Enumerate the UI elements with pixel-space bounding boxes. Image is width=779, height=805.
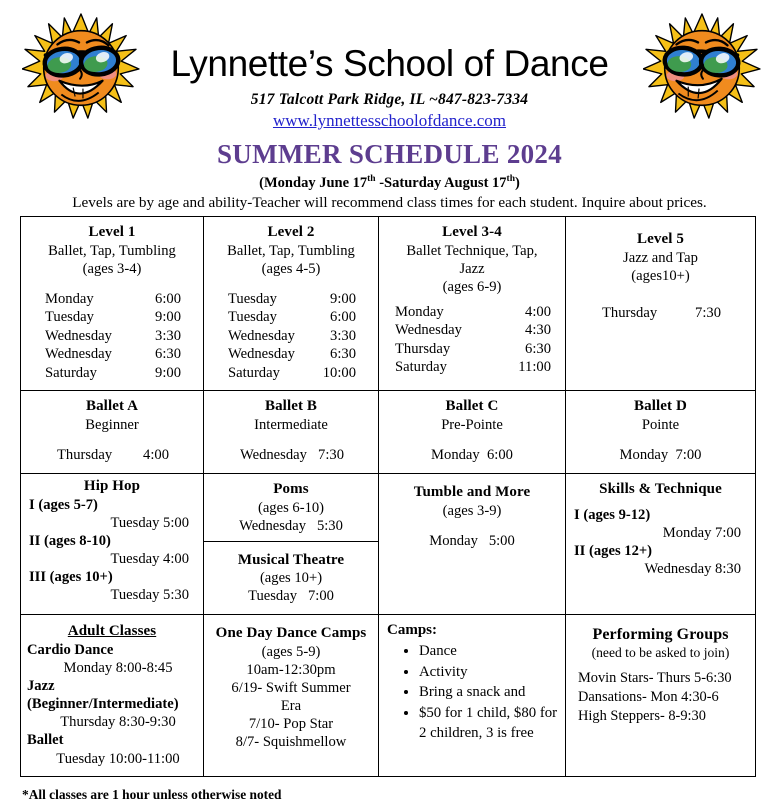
cell-level-1 bbox=[21, 217, 204, 391]
cell-musical-theatre bbox=[204, 541, 378, 614]
table-row bbox=[21, 217, 756, 391]
cell-poms-musical bbox=[204, 474, 379, 615]
time: 9:00 bbox=[155, 309, 181, 326]
date-sup-2: th bbox=[506, 173, 515, 184]
cell-level-2 bbox=[204, 217, 379, 391]
poms-ages: (ages 6-10) bbox=[257, 499, 325, 516]
website-link[interactable]: www.lynnettesschoolofdance.com bbox=[272, 110, 507, 130]
hip-hop-title: Hip Hop bbox=[83, 478, 141, 495]
table-row bbox=[21, 391, 756, 474]
ballet-a-title: Ballet A bbox=[85, 398, 139, 415]
time: 5:30 bbox=[316, 517, 343, 534]
day: Saturday bbox=[45, 364, 97, 381]
camp-date: 6/19- Swift Summer bbox=[231, 680, 351, 697]
performing-groups-sub: (need to be asked to join) bbox=[591, 645, 730, 661]
cell-ballet-d bbox=[566, 391, 756, 474]
class-time-row bbox=[210, 308, 372, 327]
camp-date: 7/10- Pop Star bbox=[248, 716, 334, 733]
level-1-title: Level 1 bbox=[88, 224, 136, 240]
day: Wednesday bbox=[239, 517, 306, 534]
performing-group-line: High Steppers- 8-9:30 bbox=[578, 707, 706, 724]
time: 5:00 bbox=[488, 532, 515, 549]
time: 4:00 bbox=[143, 447, 169, 464]
adult-class-level: (Beginner/Intermediate) bbox=[27, 696, 179, 713]
table-row bbox=[21, 615, 756, 776]
level-5-subjects: Jazz and Tap bbox=[623, 249, 698, 266]
cell-one-day-camps bbox=[204, 615, 379, 776]
musical-theatre-title: Musical Theatre bbox=[237, 551, 345, 568]
class-time-row bbox=[27, 446, 197, 465]
class-time-row bbox=[27, 345, 197, 364]
time: 7:00 bbox=[675, 447, 702, 464]
level-5-ages: (ages10+) bbox=[631, 267, 690, 284]
day: Tuesday bbox=[228, 290, 277, 307]
class-time-row bbox=[572, 304, 749, 323]
time: 6:30 bbox=[155, 346, 181, 363]
cell-ballet-a bbox=[21, 391, 204, 474]
class-time-row bbox=[385, 358, 559, 377]
camps-bullet-list bbox=[385, 642, 559, 743]
table-row bbox=[21, 474, 756, 615]
class-time-row bbox=[27, 364, 197, 383]
day: Monday bbox=[395, 303, 444, 320]
address-line: 517 Talcott Park Ridge, IL ~847-823-7334 bbox=[250, 90, 529, 108]
adult-class-name: Jazz bbox=[27, 678, 55, 695]
level-2-subjects: Ballet, Tap, Tumbling bbox=[227, 242, 355, 259]
camps-info-title: Camps: bbox=[387, 622, 438, 639]
hip-hop-group-label: III (ages 10+) bbox=[29, 569, 113, 586]
time: 7:30 bbox=[318, 447, 344, 464]
musical-theatre-ages: (ages 10+) bbox=[259, 570, 323, 587]
time: 3:30 bbox=[330, 327, 356, 344]
class-time-row bbox=[385, 321, 559, 340]
page-title: Lynnette’s School of Dance bbox=[170, 43, 609, 84]
day: Thursday bbox=[602, 304, 658, 321]
date-sup-1: th bbox=[367, 173, 376, 184]
time: 10:00 bbox=[322, 364, 356, 381]
ballet-d-title: Ballet D bbox=[634, 398, 687, 415]
date-range bbox=[0, 174, 779, 192]
cell-tumble-and-more bbox=[379, 474, 566, 615]
level-2-title: Level 2 bbox=[267, 224, 315, 240]
class-time-row bbox=[210, 364, 372, 383]
performing-group-line: Movin Stars- Thurs 5-6:30 bbox=[578, 670, 732, 687]
class-time-row bbox=[210, 446, 372, 465]
date-range-middle: -Saturday August 17 bbox=[375, 174, 507, 191]
cell-level-5 bbox=[566, 217, 756, 391]
one-day-camps-hours: 10am-12:30pm bbox=[246, 662, 336, 679]
level-3-4-title: Level 3-4 bbox=[442, 224, 502, 240]
cell-hip-hop bbox=[21, 474, 204, 615]
hip-hop-group-time: Tuesday 5:00 bbox=[110, 514, 189, 531]
level-3-4-subjects: Ballet Technique, Tap, bbox=[406, 242, 538, 259]
poms-musical-split bbox=[204, 474, 378, 614]
class-time-row bbox=[385, 303, 559, 322]
list-item: • $50 for 1 child, $80 for 2 children, 3 is free bbox=[419, 704, 559, 743]
class-time-row bbox=[385, 532, 559, 551]
poms-subcell-row bbox=[204, 474, 378, 541]
class-time-row bbox=[210, 517, 372, 536]
levels-note: Levels are by age and ability-Teacher will recommend class times for each student. Inquire about prices. bbox=[72, 193, 707, 211]
hip-hop-group-time: Tuesday 5:30 bbox=[110, 587, 189, 604]
date-range-prefix: (Monday June 17 bbox=[259, 174, 368, 191]
level-5-title: Level 5 bbox=[637, 231, 684, 247]
time: 7:00 bbox=[307, 588, 334, 605]
poms-title: Poms bbox=[273, 481, 309, 498]
class-time-row bbox=[27, 327, 197, 346]
date-range-suffix: ) bbox=[514, 174, 520, 191]
time: 6:30 bbox=[525, 340, 551, 357]
ballet-a-sub: Beginner bbox=[85, 417, 139, 434]
time: 6:00 bbox=[155, 290, 181, 307]
schedule-table bbox=[20, 216, 756, 777]
cell-adult-classes bbox=[21, 615, 204, 776]
ballet-b-sub: Intermediate bbox=[254, 417, 328, 434]
skills-group-time: Monday 7:00 bbox=[662, 524, 741, 541]
day: Saturday bbox=[395, 359, 447, 376]
adult-class-name: Ballet bbox=[27, 732, 64, 749]
day: Wednesday bbox=[45, 346, 112, 363]
cell-level-3-4 bbox=[379, 217, 566, 391]
day: Thursday bbox=[57, 447, 113, 464]
time: 6:00 bbox=[330, 309, 356, 326]
class-time-row bbox=[385, 340, 559, 359]
ballet-c-sub: Pre-Pointe bbox=[441, 417, 503, 434]
class-time-row bbox=[210, 327, 372, 346]
cell-ballet-b bbox=[204, 391, 379, 474]
one-day-camps-ages: (ages 5-9) bbox=[261, 644, 321, 660]
time: 4:00 bbox=[525, 303, 551, 320]
day: Thursday bbox=[395, 340, 451, 357]
hip-hop-group-time: Tuesday 4:00 bbox=[110, 550, 189, 567]
day: Monday bbox=[619, 447, 669, 464]
time: 7:30 bbox=[695, 304, 721, 321]
day: Tuesday bbox=[228, 309, 277, 326]
performing-groups-title: Performing Groups bbox=[592, 626, 729, 644]
time: 9:00 bbox=[155, 364, 181, 381]
day: Saturday bbox=[228, 364, 280, 381]
adult-class-time: Tuesday 10:00-11:00 bbox=[56, 750, 180, 767]
class-time-row bbox=[210, 290, 372, 309]
day: Tuesday bbox=[45, 309, 94, 326]
day: Wednesday bbox=[45, 327, 112, 344]
level-3-4-ages: (ages 6-9) bbox=[442, 278, 502, 295]
tumble-ages: (ages 3-9) bbox=[442, 502, 502, 519]
day: Monday bbox=[429, 532, 478, 549]
performing-group-line: Dansations- Mon 4:30-6 bbox=[578, 688, 719, 705]
cell-performing-groups bbox=[566, 615, 756, 776]
hip-hop-group-label: II (ages 8-10) bbox=[29, 532, 111, 549]
cell-poms bbox=[204, 474, 378, 541]
time: 4:30 bbox=[525, 322, 551, 339]
time: 6:30 bbox=[330, 346, 356, 363]
adult-class-time: Thursday 8:30-9:30 bbox=[60, 714, 176, 731]
class-time-row bbox=[385, 446, 559, 465]
class-time-row bbox=[210, 345, 372, 364]
class-time-row bbox=[210, 587, 372, 606]
adult-class-name: Cardio Dance bbox=[27, 642, 114, 658]
footer-note: *All classes are 1 hour unless otherwise noted bbox=[22, 787, 282, 802]
tumble-title: Tumble and More bbox=[413, 484, 531, 501]
one-day-camps-title: One Day Dance Camps bbox=[215, 625, 367, 642]
cell-ballet-c bbox=[379, 391, 566, 474]
day: Wednesday bbox=[228, 346, 295, 363]
skills-group-label: I (ages 9-12) bbox=[574, 506, 651, 523]
time: 6:00 bbox=[487, 447, 513, 464]
class-time-row bbox=[27, 308, 197, 327]
day: Wednesday bbox=[395, 322, 462, 339]
skills-title: Skills & Technique bbox=[599, 481, 722, 498]
level-1-ages: (ages 3-4) bbox=[82, 260, 142, 277]
class-time-row bbox=[572, 446, 749, 465]
cell-camps-info bbox=[379, 615, 566, 776]
day: Monday bbox=[45, 290, 94, 307]
page-header bbox=[0, 0, 779, 211]
level-3-4-subjects-2: Jazz bbox=[459, 260, 485, 277]
time: 11:00 bbox=[518, 359, 551, 376]
level-1-subjects: Ballet, Tap, Tumbling bbox=[48, 242, 176, 259]
day: Monday bbox=[431, 447, 480, 464]
ballet-c-title: Ballet C bbox=[445, 398, 499, 415]
musical-subcell-row bbox=[204, 541, 378, 614]
cell-skills-technique bbox=[566, 474, 756, 615]
skills-group-label: II (ages 12+) bbox=[574, 542, 653, 559]
camp-date-cont: Era bbox=[280, 698, 302, 715]
class-time-row bbox=[27, 290, 197, 309]
level-2-ages: (ages 4-5) bbox=[261, 260, 321, 277]
ballet-d-sub: Pointe bbox=[641, 417, 680, 434]
list-item: • Dance bbox=[419, 642, 559, 662]
day: Tuesday bbox=[248, 588, 298, 605]
time: 3:30 bbox=[155, 327, 181, 344]
ballet-b-title: Ballet B bbox=[264, 398, 318, 415]
adult-class-time: Monday 8:00-8:45 bbox=[63, 660, 173, 677]
camp-date: 8/7- Squishmellow bbox=[235, 734, 347, 751]
list-item: • Bring a snack and bbox=[419, 683, 559, 703]
day: Wednesday bbox=[240, 447, 307, 464]
skills-group-time: Wednesday 8:30 bbox=[644, 560, 741, 577]
summer-schedule-heading: SUMMER SCHEDULE 2024 bbox=[216, 138, 563, 169]
time: 9:00 bbox=[330, 290, 356, 307]
list-item: • Activity bbox=[419, 663, 559, 683]
adult-classes-title: Adult Classes bbox=[67, 623, 157, 640]
day: Wednesday bbox=[228, 327, 295, 344]
hip-hop-group-label: I (ages 5-7) bbox=[29, 496, 98, 513]
